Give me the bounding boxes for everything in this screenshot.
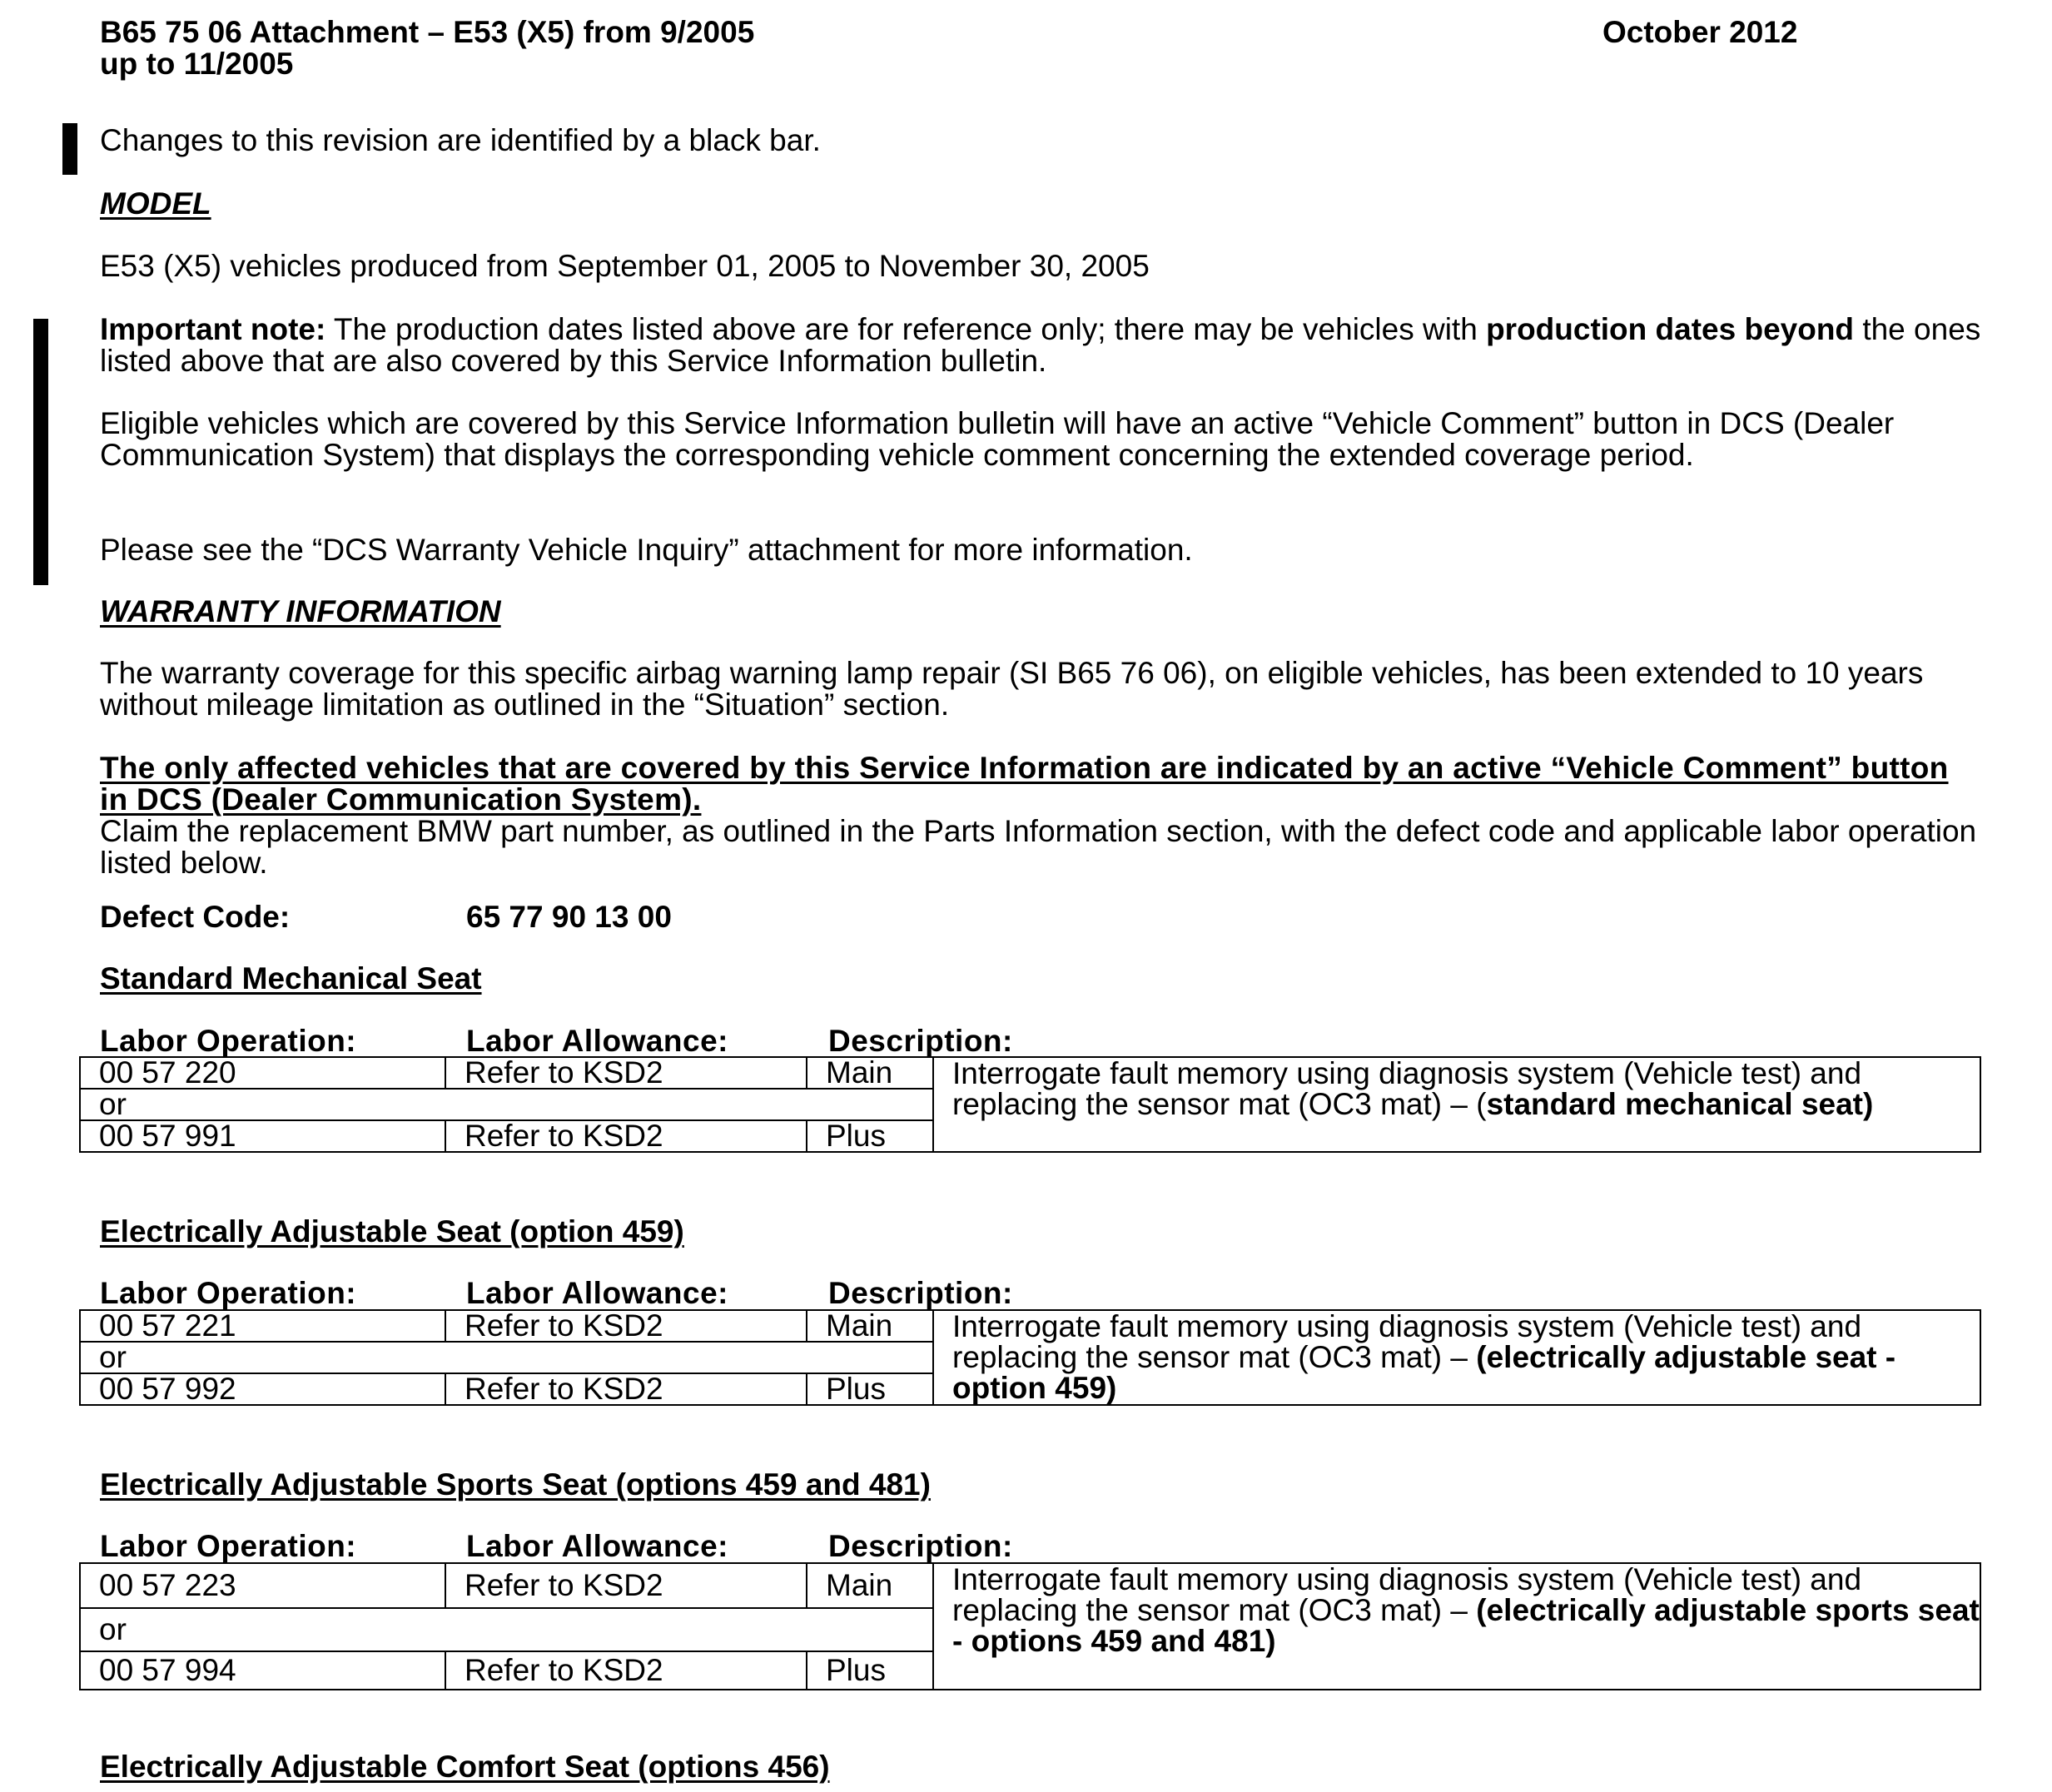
col-labor-allowance: Labor Allowance: bbox=[466, 1529, 729, 1563]
labor-type-cell: Plus bbox=[807, 1120, 933, 1152]
or-cell: or bbox=[80, 1089, 933, 1120]
model-heading: MODEL bbox=[100, 186, 211, 221]
description-text: Interrogate fault memory using diagnosis system (Vehicle test) and replacing the sensor mat (OC3 mat) – bbox=[952, 1562, 1862, 1627]
labor-type-cell: Plus bbox=[807, 1373, 933, 1405]
revision-bar-small bbox=[62, 123, 77, 175]
col-labor-allowance: Labor Allowance: bbox=[466, 1276, 729, 1310]
affected-vehicles-note: The only affected vehicles that are covered by this Service Information are indicated by an active “Vehicle Comment” button in DCS (Dealer Communication System). bbox=[100, 751, 1949, 817]
labor-type-cell: Main bbox=[807, 1310, 933, 1342]
labor-op-cell: 00 57 223 bbox=[80, 1563, 445, 1608]
labor-op-cell: 00 57 220 bbox=[80, 1057, 445, 1089]
col-description: Description: bbox=[828, 1024, 1013, 1058]
labor-allowance-cell: Refer to KSD2 bbox=[445, 1563, 807, 1608]
description-bold: (electrically adjustable sports seat - options 459 and 481) bbox=[952, 1593, 1980, 1658]
description-text: Interrogate fault memory using diagnosis system (Vehicle test) and replacing the sensor mat (OC3 mat) – ( bbox=[952, 1056, 1862, 1121]
document-title-line1: B65 75 06 Attachment – E53 (X5) from 9/2005 bbox=[100, 15, 755, 49]
labor-op-cell: 00 57 221 bbox=[80, 1310, 445, 1342]
or-cell: or bbox=[80, 1342, 933, 1373]
section-heading-standard-seat: Standard Mechanical Seat bbox=[100, 961, 482, 995]
labor-table-electric-seat bbox=[79, 1309, 1981, 1406]
labor-op-cell: 00 57 991 bbox=[80, 1120, 445, 1152]
dcs-text: Please see the “DCS Warranty Vehicle Inquiry” attachment for more information. bbox=[100, 533, 1193, 567]
section-heading-sports-seat: Electrically Adjustable Sports Seat (options 459 and 481) bbox=[100, 1467, 931, 1502]
labor-allowance-cell: Refer to KSD2 bbox=[445, 1310, 807, 1342]
labor-allowance-cell: Refer to KSD2 bbox=[445, 1651, 807, 1690]
col-labor-allowance: Labor Allowance: bbox=[466, 1024, 729, 1058]
section-heading-comfort-seat: Electrically Adjustable Comfort Seat (options 456) bbox=[100, 1750, 830, 1784]
document-title-line2: up to 11/2005 bbox=[100, 47, 294, 81]
section-heading-electric-seat: Electrically Adjustable Seat (option 459) bbox=[100, 1214, 684, 1248]
document-date: October 2012 bbox=[1602, 15, 1798, 49]
col-description: Description: bbox=[828, 1276, 1013, 1310]
warranty-heading: WARRANTY INFORMATION bbox=[100, 594, 501, 628]
labor-allowance-cell: Refer to KSD2 bbox=[445, 1057, 807, 1089]
claim-text: Claim the replacement BMW part number, as outlined in the Parts Information section, with the defect code and applicable labor operation listed below. bbox=[100, 814, 1977, 880]
col-labor-operation: Labor Operation: bbox=[100, 1529, 357, 1563]
labor-type-cell: Plus bbox=[807, 1651, 933, 1690]
warranty-text: The warranty coverage for this specific airbag warning lamp repair (SI B65 76 06), on eligible vehicles, has been extended to 10 years without mileage limitation as outlined in the “Situation” section. bbox=[100, 656, 1924, 722]
revision-bar-large bbox=[33, 319, 48, 585]
important-note-text1: The production dates listed above are for reference only; there may be vehicles with bbox=[325, 312, 1487, 346]
description-text: Interrogate fault memory using diagnosis system (Vehicle test) and replacing the sensor mat (OC3 mat) – bbox=[952, 1309, 1862, 1374]
important-note bbox=[100, 314, 1981, 377]
description-bold: standard mechanical seat) bbox=[1486, 1087, 1874, 1121]
col-labor-operation: Labor Operation: bbox=[100, 1024, 357, 1058]
defect-code-label: Defect Code: bbox=[100, 900, 291, 934]
description-bold: (electrically adjustable seat - option 459) bbox=[952, 1340, 1896, 1405]
table-row bbox=[80, 1310, 1980, 1342]
revision-note: Changes to this revision are identified by a black bar. bbox=[100, 123, 821, 157]
defect-code-value: 65 77 90 13 00 bbox=[466, 900, 672, 934]
model-text: E53 (X5) vehicles produced from September 01, 2005 to November 30, 2005 bbox=[100, 249, 1150, 283]
important-note-label: Important note: bbox=[100, 312, 326, 346]
labor-table-sports-seat bbox=[79, 1562, 1981, 1690]
labor-description-cell bbox=[933, 1563, 1980, 1690]
labor-allowance-cell: Refer to KSD2 bbox=[445, 1120, 807, 1152]
or-cell: or bbox=[80, 1608, 933, 1651]
eligible-text: Eligible vehicles which are covered by this Service Information bulletin will have an active “Vehicle Comment” button in DCS (Dealer Communication System) that displays the corresponding vehicle comment concerning the extended coverage period. bbox=[100, 406, 1895, 472]
important-note-text2: the ones listed above that are also covered by this Service Information bulletin. bbox=[100, 312, 1981, 378]
labor-allowance-cell: Refer to KSD2 bbox=[445, 1373, 807, 1405]
labor-op-cell: 00 57 994 bbox=[80, 1651, 445, 1690]
col-labor-operation: Labor Operation: bbox=[100, 1276, 357, 1310]
col-description: Description: bbox=[828, 1529, 1013, 1563]
labor-type-cell: Main bbox=[807, 1563, 933, 1608]
labor-description-cell bbox=[933, 1057, 1980, 1152]
labor-op-cell: 00 57 992 bbox=[80, 1373, 445, 1405]
table-row bbox=[80, 1563, 1980, 1608]
important-note-bold: production dates beyond bbox=[1486, 312, 1855, 346]
labor-description-cell bbox=[933, 1310, 1980, 1405]
labor-table-standard-seat bbox=[79, 1056, 1981, 1153]
labor-type-cell: Main bbox=[807, 1057, 933, 1089]
table-row bbox=[80, 1057, 1980, 1089]
